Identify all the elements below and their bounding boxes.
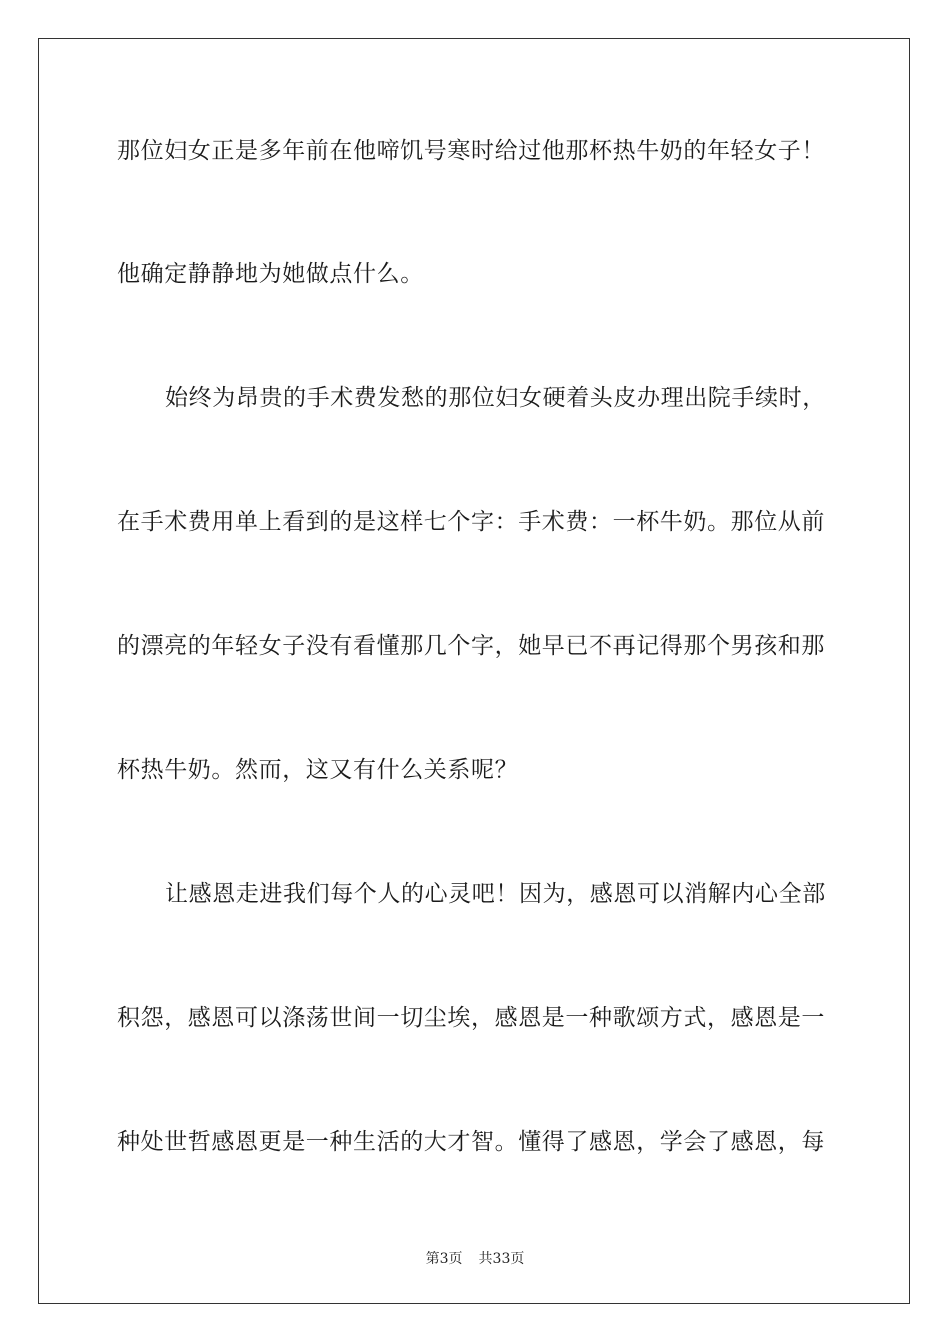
- page-number: 第3页: [425, 1251, 463, 1267]
- text-line: 种处世哲感恩更是一种生活的大才智。懂得了感恩，学会了感恩，每: [117, 1129, 825, 1155]
- text-line: 积怨，感恩可以涤荡世间一切尘埃，感恩是一种歌颂方式，感恩是一: [117, 1005, 825, 1031]
- paragraph-start-line: 让感恩走进我们每个人的心灵吧！因为，感恩可以消解内心全部: [165, 881, 826, 907]
- text-line: 那位妇女正是多年前在他啼饥号寒时给过他那杯热牛奶的年轻女子！: [117, 138, 825, 164]
- text-line: 杯热牛奶。然而，这又有什么关系呢？: [117, 757, 519, 783]
- total-pages: 共33页: [478, 1251, 525, 1267]
- text-line: 在手术费用单上看到的是这样七个字：手术费：一杯牛奶。那位从前: [117, 509, 825, 535]
- page-footer: [0, 1248, 950, 1268]
- page-border: [38, 38, 910, 1304]
- paragraph-start-line: 始终为昂贵的手术费发愁的那位妇女硬着头皮办理出院手续时，: [165, 385, 826, 411]
- text-line: 他确定静静地为她做点什么。: [117, 261, 424, 287]
- text-line: 的漂亮的年轻女子没有看懂那几个字，她早已不再记得那个男孩和那: [117, 633, 825, 659]
